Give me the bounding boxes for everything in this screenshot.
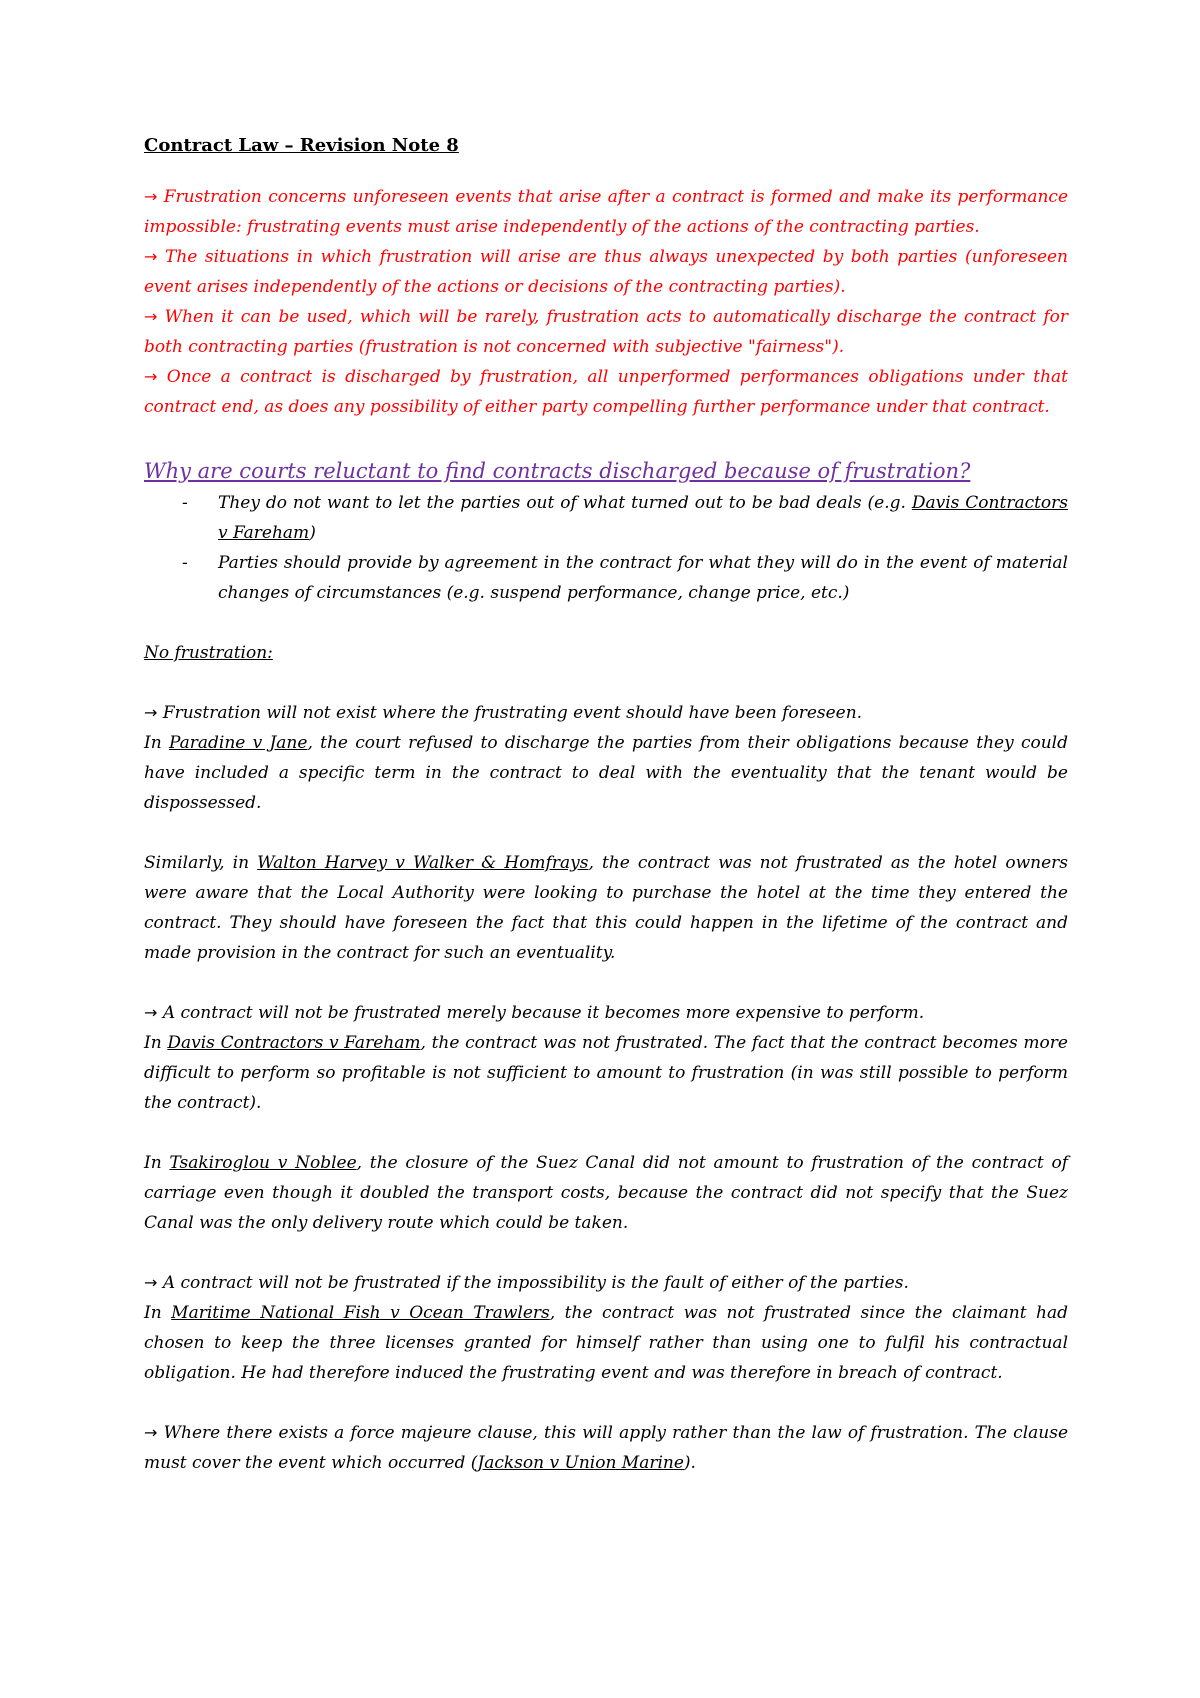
arrow-right-icon: → xyxy=(144,703,158,722)
reason-text: Parties should provide by agreement in the contract for what they will do in the event of material changes of circumstances (e.g. suspend performance, change price, etc.) xyxy=(218,553,1068,603)
paragraph-text: , the contract was not frustrated since the claimant had chosen to keep the three licenses granted for himself rather than using one to fulfil his contractual obligation. He had therefore induced the frustrating event and was therefore in breach of contract. xyxy=(144,1303,1068,1383)
rule-force-majeure xyxy=(144,1418,1068,1478)
case-name: Davis Contractors v Fareham xyxy=(167,1033,421,1053)
rule-foreseen xyxy=(144,698,1068,728)
paragraph-text: , the contract was not frustrated. The fact that the contract becomes more difficult to perform so profitable is not sufficient to amount to frustration (in was still possible to perform the contract). xyxy=(144,1033,1068,1113)
paragraph-text: In xyxy=(144,1153,170,1173)
rule-text-end: ). xyxy=(683,1453,696,1473)
case-name: Tsakiroglou v Noblee xyxy=(169,1153,357,1173)
rule-text: Where there exists a force majeure clause, this will apply rather than the law of frustration. The clause must cover the event which occurred ( xyxy=(144,1423,1069,1473)
case-name: Jackson v Union Marine xyxy=(477,1453,684,1473)
rule-expensive xyxy=(144,998,1068,1028)
document-page xyxy=(144,132,1068,1478)
paragraph-text: In xyxy=(144,733,169,753)
case-name: Paradine v Jane xyxy=(168,733,308,753)
case-paragraph xyxy=(144,848,1068,968)
list-item xyxy=(144,548,1068,608)
intro-section xyxy=(144,182,1068,422)
paragraph-text: Similarly, in xyxy=(144,853,258,873)
list-item xyxy=(144,488,1068,548)
page-title: Contract Law – Revision Note 8 xyxy=(144,135,459,156)
intro-text: When it can be used, which will be rarely, frustration acts to automatically discharge the contract for both contracting parties (frustration is not concerned with subjective "fairness"). xyxy=(144,307,1068,357)
case-paragraph xyxy=(144,1028,1068,1118)
dash-bullet: - xyxy=(182,493,188,513)
case-paragraph xyxy=(144,1148,1068,1238)
case-name: Maritime National Fish v Ocean Trawlers xyxy=(171,1303,550,1323)
no-frustration-heading: No frustration: xyxy=(144,643,273,663)
arrow-right-icon: → xyxy=(144,307,158,326)
paragraph-text: , the contract was not frustrated as the hotel owners were aware that the Local Authority were looking to purchase the hotel at the time they entered the contract. They should have foreseen the fact that this could happen in the lifetime of the contract and made provision in the contract for such an eventuality. xyxy=(144,853,1068,963)
intro-paragraph xyxy=(144,362,1068,422)
arrow-right-icon: → xyxy=(144,1003,158,1022)
rule-text: Frustration will not exist where the frustrating event should have been foreseen. xyxy=(162,703,863,723)
arrow-right-icon: → xyxy=(144,1273,158,1292)
reason-text: They do not want to let the parties out of what turned out to be bad deals (e.g. xyxy=(218,493,912,513)
intro-paragraph xyxy=(144,182,1068,242)
intro-paragraph xyxy=(144,242,1068,302)
dash-bullet: - xyxy=(182,553,188,573)
paragraph-text: , the closure of the Suez Canal did not amount to frustration of the contract of carriage even though it doubled the transport costs, because the contract did not specify that the Suez Canal was the only delivery route which could be taken. xyxy=(144,1153,1068,1233)
paragraph-text: In xyxy=(144,1303,172,1323)
case-name: Davis Contractors v Fareham xyxy=(218,493,1069,543)
case-paragraph xyxy=(144,1298,1068,1388)
arrow-right-icon: → xyxy=(144,367,158,386)
rule-text: A contract will not be frustrated merely because it becomes more expensive to perform. xyxy=(162,1003,925,1023)
case-name: Walton Harvey v Walker & Homfrays xyxy=(257,853,589,873)
arrow-right-icon: → xyxy=(144,1423,158,1442)
arrow-right-icon: → xyxy=(144,187,158,206)
paragraph-text: In xyxy=(144,1033,168,1053)
intro-text: Once a contract is discharged by frustration, all unperformed performances obligations under that contract end, as does any possibility of either party compelling further performance under that contract. xyxy=(144,367,1069,417)
rule-text: A contract will not be frustrated if the impossibility is the fault of either of the parties. xyxy=(162,1273,909,1293)
rule-fault xyxy=(144,1268,1068,1298)
why-heading: Why are courts reluctant to find contracts discharged because of frustration? xyxy=(144,459,971,483)
case-paragraph xyxy=(144,728,1068,818)
intro-text: The situations in which frustration will arise are thus always unexpected by both parties (unforeseen event arises independently of the actions or decisions of the contracting parties). xyxy=(144,247,1069,297)
paragraph-text: , the court refused to discharge the parties from their obligations because they could have included a specific term in the contract to deal with the eventuality that the tenant would be dispossessed. xyxy=(144,733,1068,813)
intro-text: Frustration concerns unforeseen events that arise after a contract is formed and make its performance impossible: frustrating events must arise independently of the actions of the contracting parties. xyxy=(144,187,1069,237)
intro-paragraph xyxy=(144,302,1068,362)
arrow-right-icon: → xyxy=(144,247,158,266)
reason-text-end: ) xyxy=(309,523,316,543)
reasons-list xyxy=(144,488,1068,608)
